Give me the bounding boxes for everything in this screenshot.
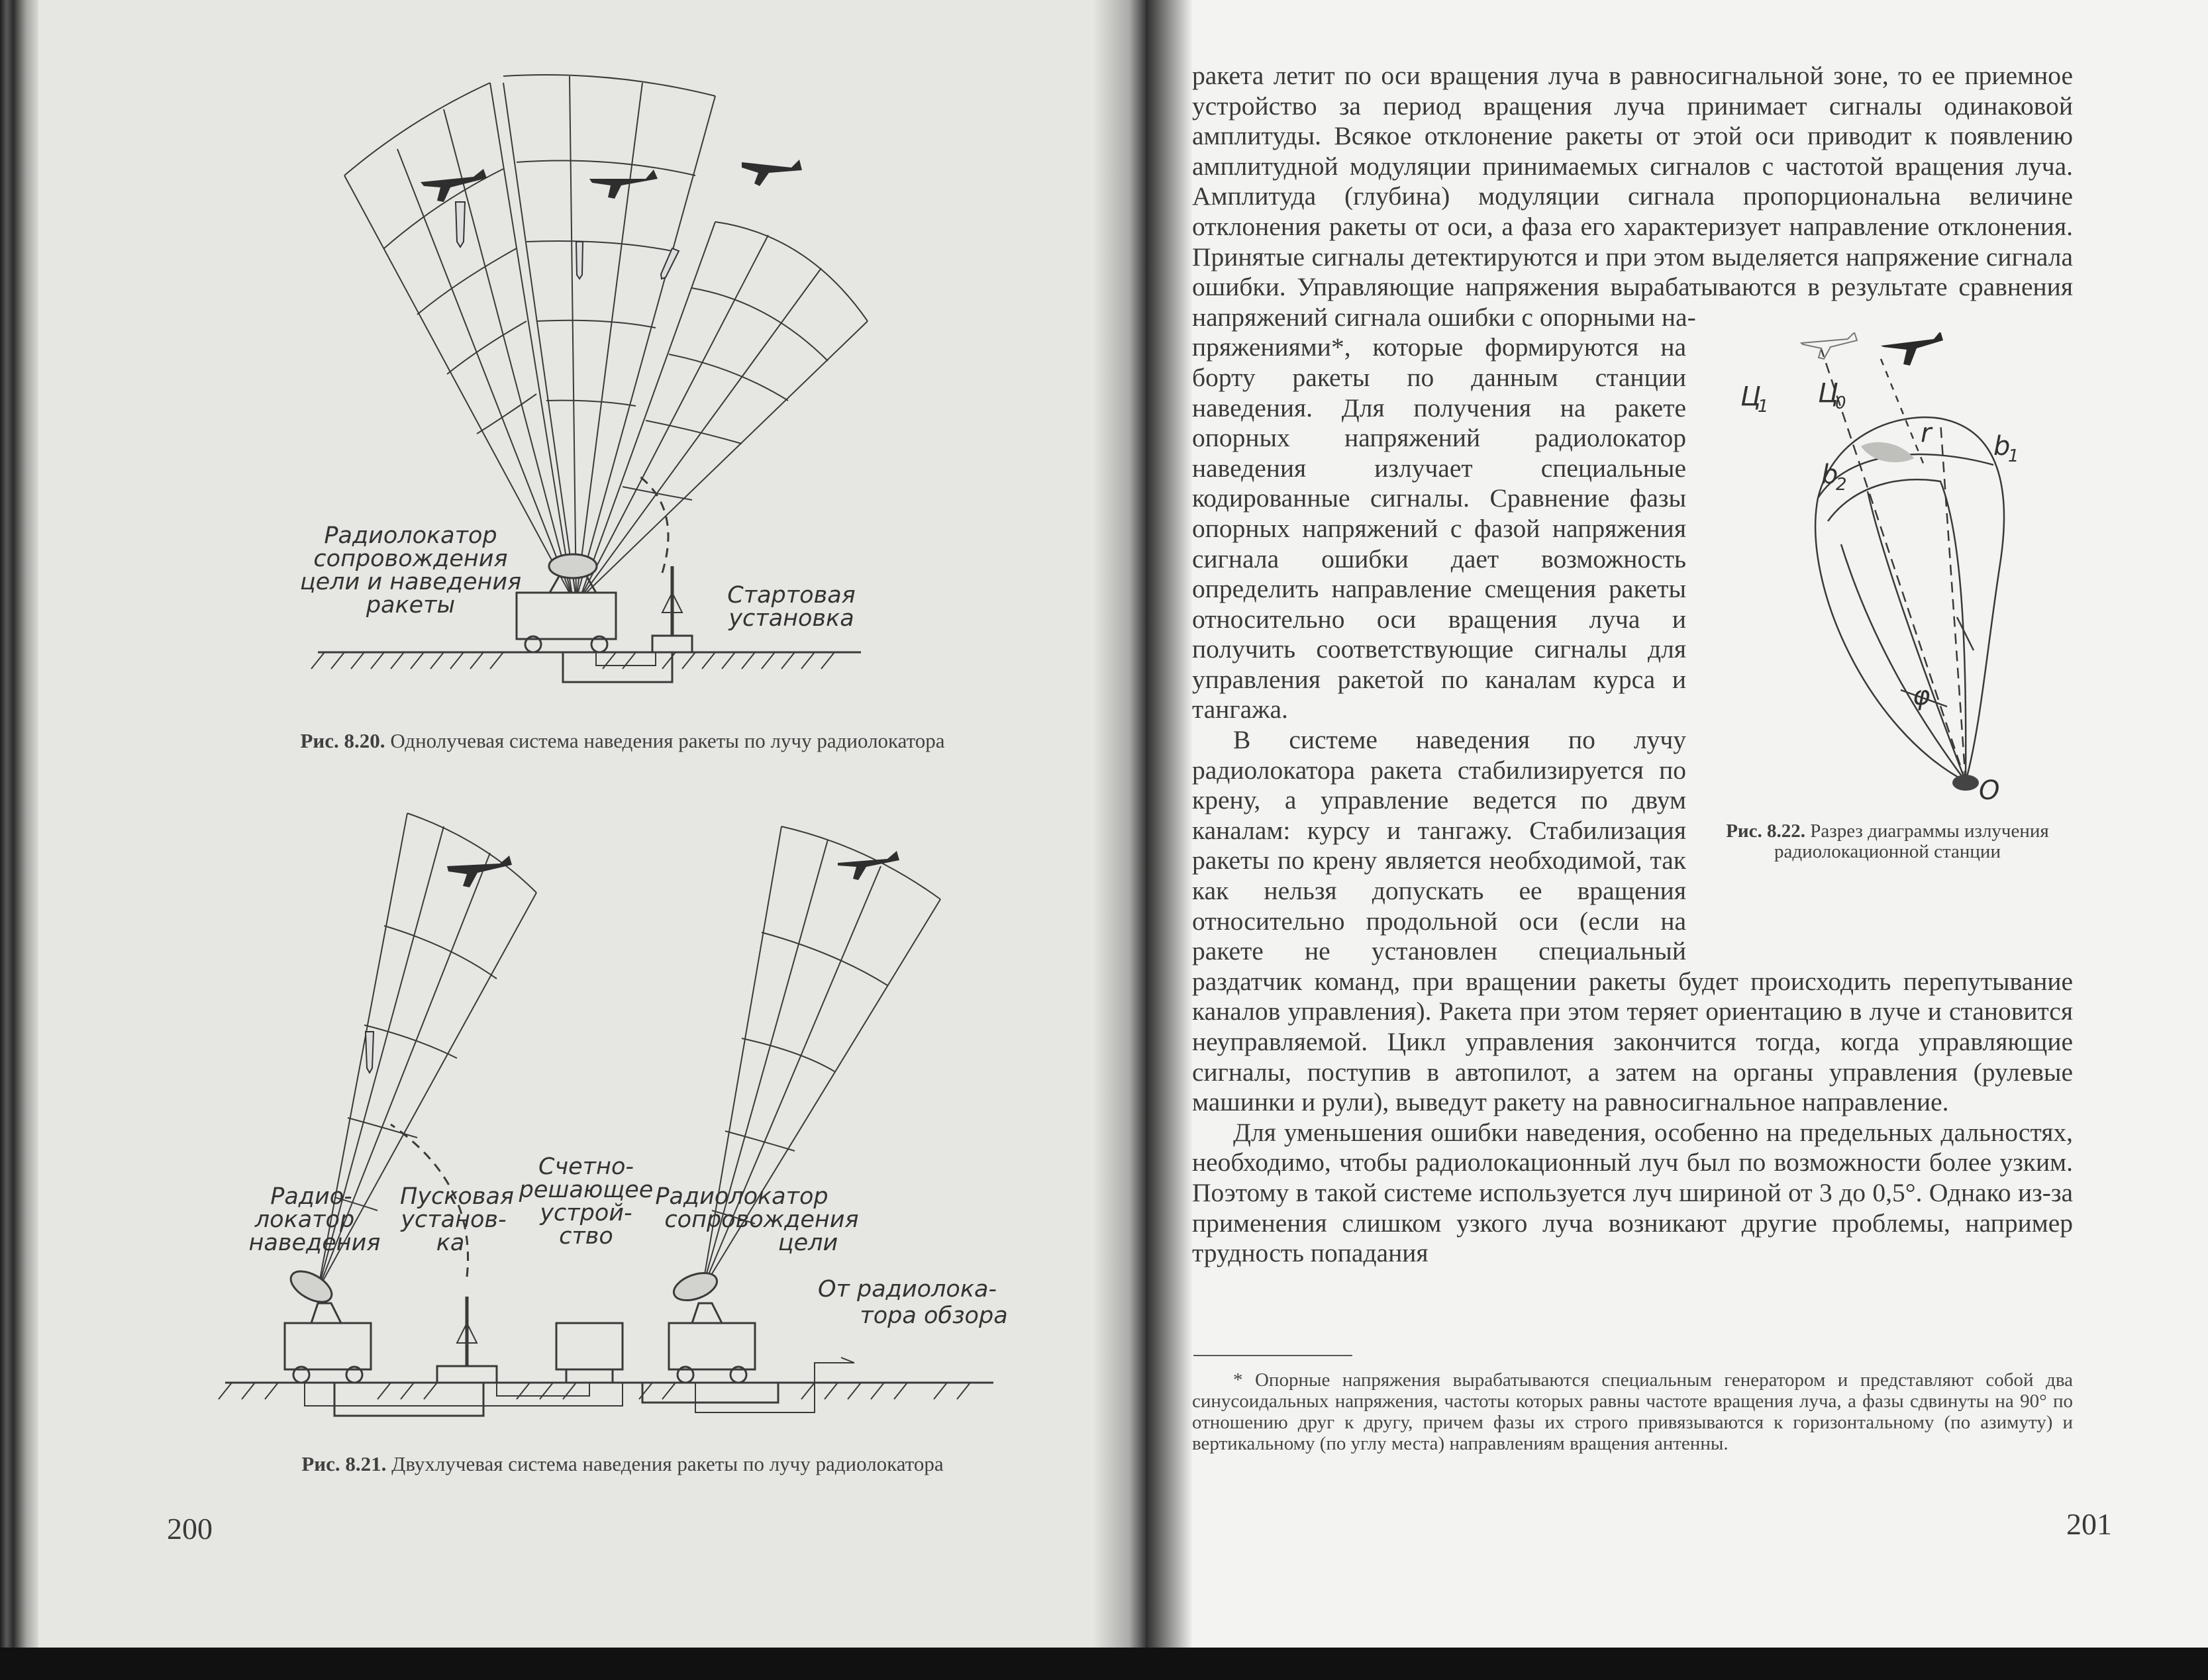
page-number-left: 200 — [167, 1512, 213, 1546]
radiation-pattern-diagram — [1702, 332, 2073, 822]
label-c1: Ц — [1740, 381, 1762, 413]
caption-number: Рис. 8.20. — [300, 729, 385, 752]
label-guidance-radar-line-1: Радио- — [270, 1183, 352, 1210]
caption-number: Рис. 8.22. — [1726, 820, 1805, 842]
page-number-right: 201 — [2066, 1507, 2112, 1541]
book-gutter-shadow — [1146, 0, 1192, 1680]
label-computer-line-4: ство — [559, 1223, 613, 1250]
label-radar-line-4: ракеты — [366, 592, 456, 618]
label-tracking-radar-line-3: цели — [778, 1230, 838, 1256]
label-survey-line-1: От радиолока- — [817, 1276, 997, 1303]
beam-right — [579, 222, 868, 599]
caption-text: Однолучевая система наведения ракеты по лучу радиолокатора — [390, 729, 945, 752]
label-survey-line-2: тора обзора — [860, 1303, 1008, 1329]
figure-8-22 — [1702, 332, 2073, 942]
label-tracking-radar-line-2: сопровождения — [664, 1207, 859, 1233]
paragraph-3: Для уменьшения ошибки наведения, особенно на предельных дальностях, необходимо, чтобы радиолокационный луч был по возможности более узким. Поэтому в такой системе используется луч шириной от 3 до 0,5°. Однако из-за применения слишком узкого луча возникают другие проблемы, например трудность попадания — [1192, 1117, 2073, 1268]
label-c0: Ц — [1818, 378, 1839, 409]
label-b1: b — [1993, 431, 2011, 462]
book-edge — [0, 0, 38, 1680]
label-phi: φ — [1913, 681, 1931, 712]
label-guidance-radar-line-3: наведения — [248, 1230, 381, 1256]
label-launcher-line-2: установ- — [401, 1207, 507, 1233]
label-radar-line-1: Радиолокатор — [324, 522, 497, 549]
label-launcher-line-3: ка — [436, 1230, 465, 1256]
label-b1-sub: 1 — [2008, 446, 2019, 467]
beam-left — [344, 83, 573, 599]
label-tracking-radar-line-1: Радиолокатор — [655, 1183, 828, 1210]
book-gutter — [1093, 0, 1146, 1680]
figure-8-21 — [219, 813, 1033, 1436]
footnote-divider — [1193, 1355, 1352, 1356]
label-radar-line-2: сопровождения — [313, 546, 508, 572]
label-computer-line-3: устрой- — [540, 1200, 632, 1226]
label-launcher-line-1: Пусковая — [400, 1183, 514, 1210]
caption-number: Рис. 8.21. — [301, 1452, 387, 1475]
beam-center — [503, 75, 715, 599]
figure-8-20 — [299, 83, 874, 705]
label-launcher-line-2: установка — [728, 605, 854, 632]
label-guidance-radar-line-2: локатор — [254, 1207, 355, 1233]
footnote: * Опорные напряжения вырабатываются специальным генератором и представляют собой два синусоидальных напряжения, частоты которых равны частоте вращения луча, а фазы сдвинуты на 90° по отношению друг к другу, причем фазы их строго привязываются к горизонтальному (по азимуту) и вертикальному (по углу места) направлениям вращения антенны. — [1192, 1369, 2073, 1454]
caption-figure-8-22 — [1702, 821, 2073, 862]
caption-figure-8-20 — [278, 730, 967, 752]
paragraph-1-wrap: пряжениями*, которые формируются на борту ракеты по данным станции наведения. Для получения на ракете опорных напряжений радиолокатор наведения излучает специальные кодированные сигналы. Сравнение фазы опорных напряжений с фазой напряжения сигнала ошибки дает возможность определить направление смещения ракеты относительно оси вращения луча и получить соответствующие сигналы для управления ракетой по каналам курса и тангажа. — [1192, 332, 1686, 724]
paragraph-2: В системе наведения по лучу радиолокатора ракета стабилизируется по крену, а управление ведется по двум каналам: курсу и тангажу. Стабилизация ракеты по крену является необходимой, так как нельзя допускать ее вращения относительно продольной оси (если на ракете не установлен специальный раздатчик команд, при вращении ракеты будет происходить перепутывание каналов управления). Ракета при этом теряет ориентацию в луче и становится неуправляемой. Цикл управления закончится тогда, когда управляющие сигналы, поступив в автопилот, а затем на органы управления (рулевые машинки и рули), выведут ракету на равносигнальное направление. — [1192, 725, 2073, 1117]
label-computer-line-2: решающее — [519, 1177, 654, 1203]
label-launcher-line-1: Стартовая — [727, 582, 856, 609]
label-c1-sub: 1 — [1758, 397, 1769, 417]
label-o: O — [1979, 775, 2000, 807]
caption-text: Разрез диаграммы излучения радиолокационной станции — [1774, 820, 2049, 863]
label-computer-line-1: Счетно- — [538, 1154, 634, 1180]
label-c0-sub: 0 — [1835, 393, 1846, 414]
body-text — [1192, 61, 2073, 1269]
caption-figure-8-21 — [212, 1453, 1033, 1475]
paragraph-1-lead: ракета летит по оси вращения луча в равносигнальной зоне, то ее приемное устройство за период вращения луча принимает сигналы одинаковой амплитуды. Всякое отклонение ракеты от этой оси приводит к появлению амплитудной модуляции принимаемых сигналов с частотой вращения луча. Амплитуда (глубина) модуляции сигнала пропорциональна величине отклонения ракеты от оси, а фаза его характеризует направление отклонения. Принятые сигналы детектируются и при этом выделяется напряжение сигнала ошибки. Управляющие напряжения вырабатываются в результате сравнения напряжений сигнала ошибки с опорными на- — [1192, 61, 2073, 332]
scan-bottom-border — [0, 1648, 2208, 1680]
label-b2: b — [1821, 460, 1838, 491]
label-r: r — [1921, 418, 1932, 449]
label-b2-sub: 2 — [1836, 475, 1847, 495]
label-radar-line-3: цели и наведения — [299, 569, 522, 595]
caption-text: Двухлучевая система наведения ракеты по лучу радиолокатора — [391, 1452, 944, 1475]
